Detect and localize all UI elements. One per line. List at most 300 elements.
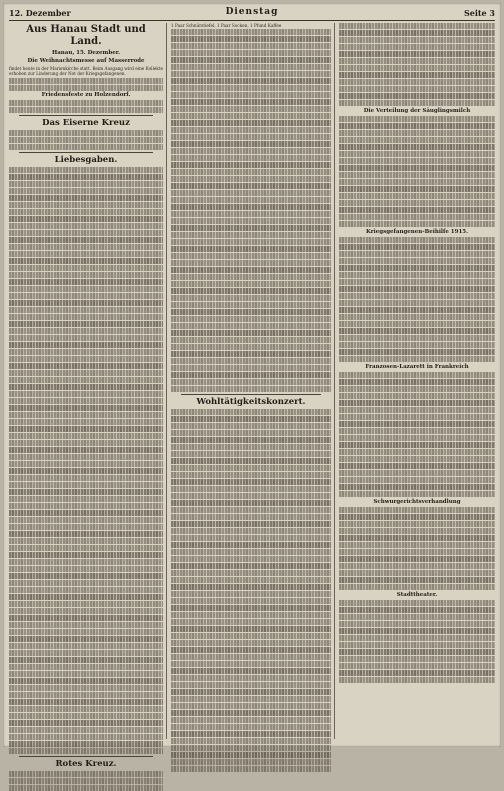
text-line bbox=[171, 451, 331, 457]
text-line bbox=[171, 535, 331, 541]
text-line bbox=[9, 440, 163, 446]
text-line bbox=[9, 587, 163, 593]
text-line bbox=[339, 321, 495, 327]
text-line bbox=[9, 230, 163, 236]
text-line bbox=[171, 337, 331, 343]
column-separator bbox=[334, 23, 335, 739]
text-line bbox=[339, 200, 495, 206]
text-line bbox=[339, 663, 495, 669]
column-right bbox=[339, 23, 495, 741]
text-line bbox=[171, 169, 331, 175]
text-line bbox=[9, 657, 163, 663]
text-line bbox=[9, 503, 163, 509]
text-line bbox=[9, 342, 163, 348]
text-line bbox=[339, 349, 495, 355]
text-line bbox=[171, 267, 331, 273]
text-line bbox=[9, 510, 163, 516]
text-line bbox=[339, 514, 495, 520]
text-line bbox=[171, 113, 331, 119]
text-line bbox=[171, 127, 331, 133]
text-line bbox=[171, 710, 331, 716]
text-line bbox=[339, 379, 495, 385]
text-line bbox=[171, 423, 331, 429]
header-day: Dienstag bbox=[225, 7, 279, 17]
text-line bbox=[171, 486, 331, 492]
page-header bbox=[9, 7, 495, 19]
text-line bbox=[171, 640, 331, 646]
text-line bbox=[171, 323, 331, 329]
text-line bbox=[339, 72, 495, 78]
text-line bbox=[171, 162, 331, 168]
text-line bbox=[9, 419, 163, 425]
text-line bbox=[171, 253, 331, 259]
text-line bbox=[339, 286, 495, 292]
text-line bbox=[171, 225, 331, 231]
text-line bbox=[9, 559, 163, 565]
text-line bbox=[339, 51, 495, 57]
text-line bbox=[339, 23, 495, 29]
text-line bbox=[171, 766, 331, 772]
text-line bbox=[9, 706, 163, 712]
text-line bbox=[171, 738, 331, 744]
text-line bbox=[171, 619, 331, 625]
text-line bbox=[171, 372, 331, 378]
text-line bbox=[339, 86, 495, 92]
column-middle bbox=[171, 23, 331, 741]
text-line bbox=[171, 295, 331, 301]
text-line bbox=[339, 158, 495, 164]
text-line bbox=[171, 731, 331, 737]
text-line bbox=[171, 668, 331, 674]
text-line bbox=[9, 412, 163, 418]
text-line bbox=[171, 626, 331, 632]
text-line bbox=[171, 246, 331, 252]
text-line bbox=[339, 621, 495, 627]
text-line bbox=[339, 328, 495, 334]
subheading-weihnachtsmesse: Die Weihnachtsmesse auf Masserrode bbox=[27, 58, 145, 64]
text-line bbox=[171, 437, 331, 443]
text-line bbox=[339, 449, 495, 455]
text-line bbox=[9, 734, 163, 740]
body-text-block bbox=[339, 507, 495, 590]
text-line bbox=[9, 538, 163, 544]
text-line bbox=[171, 316, 331, 322]
text-line bbox=[9, 398, 163, 404]
text-line bbox=[171, 598, 331, 604]
text-line bbox=[171, 591, 331, 597]
text-line bbox=[9, 771, 163, 777]
text-line bbox=[339, 221, 495, 227]
body-text-block bbox=[339, 372, 495, 497]
text-line bbox=[9, 573, 163, 579]
text-line bbox=[9, 335, 163, 341]
text-line bbox=[9, 713, 163, 719]
lead-paragraph: findet heute in der Marienkirche statt. Beim Ausgang wird eine Kollekte erhoben zur Linderung der Not der Kriegsgefangenen. bbox=[9, 66, 163, 77]
text-line bbox=[9, 188, 163, 194]
text-line bbox=[339, 79, 495, 85]
section-divider bbox=[19, 115, 153, 116]
text-line bbox=[9, 580, 163, 586]
text-line bbox=[171, 197, 331, 203]
text-line bbox=[339, 342, 495, 348]
text-line bbox=[339, 507, 495, 513]
text-line bbox=[171, 465, 331, 471]
text-line bbox=[9, 426, 163, 432]
text-line bbox=[171, 472, 331, 478]
subheading-verurteilung: Schwurgerichtsverhandlung bbox=[373, 499, 461, 505]
column-separator bbox=[166, 23, 167, 739]
text-line bbox=[339, 372, 495, 378]
text-line bbox=[9, 727, 163, 733]
text-line bbox=[171, 430, 331, 436]
text-line bbox=[171, 141, 331, 147]
text-line bbox=[9, 461, 163, 467]
text-line bbox=[171, 155, 331, 161]
header-rule bbox=[9, 20, 495, 21]
section-divider bbox=[181, 394, 321, 395]
body-text-block bbox=[339, 600, 495, 683]
text-line bbox=[9, 174, 163, 180]
text-line bbox=[9, 594, 163, 600]
text-line bbox=[339, 442, 495, 448]
text-line bbox=[9, 78, 163, 84]
text-line bbox=[339, 144, 495, 150]
text-line bbox=[9, 391, 163, 397]
text-line bbox=[9, 741, 163, 747]
text-line bbox=[9, 685, 163, 691]
text-line bbox=[339, 386, 495, 392]
text-line bbox=[9, 216, 163, 222]
text-line bbox=[339, 65, 495, 71]
text-line bbox=[339, 463, 495, 469]
text-line bbox=[9, 622, 163, 628]
column-left bbox=[9, 23, 163, 769]
text-line bbox=[339, 165, 495, 171]
text-line bbox=[339, 491, 495, 497]
subheading-saeuglingsmilch: Die Verteilung der Säuglingsmilch bbox=[363, 108, 471, 114]
text-line bbox=[9, 107, 163, 113]
text-line bbox=[339, 614, 495, 620]
text-line bbox=[9, 244, 163, 250]
text-line bbox=[9, 692, 163, 698]
text-line bbox=[339, 393, 495, 399]
text-line bbox=[339, 30, 495, 36]
text-line bbox=[339, 584, 495, 590]
text-line bbox=[171, 514, 331, 520]
text-line bbox=[339, 435, 495, 441]
text-line bbox=[339, 207, 495, 213]
text-line bbox=[339, 528, 495, 534]
text-line bbox=[171, 696, 331, 702]
text-line bbox=[339, 172, 495, 178]
text-line bbox=[171, 64, 331, 70]
text-line bbox=[171, 507, 331, 513]
text-line bbox=[339, 279, 495, 285]
text-line bbox=[171, 148, 331, 154]
subheading-liebesgaben: Liebesgaben. bbox=[54, 154, 118, 165]
text-line bbox=[9, 144, 163, 150]
text-line bbox=[339, 237, 495, 243]
text-line bbox=[9, 272, 163, 278]
text-line bbox=[339, 670, 495, 676]
text-line bbox=[9, 643, 163, 649]
text-line bbox=[171, 605, 331, 611]
text-line bbox=[339, 535, 495, 541]
text-line bbox=[9, 482, 163, 488]
text-line bbox=[171, 633, 331, 639]
text-line bbox=[9, 748, 163, 754]
text-line bbox=[339, 186, 495, 192]
text-line bbox=[171, 176, 331, 182]
text-line bbox=[171, 703, 331, 709]
text-line bbox=[339, 307, 495, 313]
text-line bbox=[9, 636, 163, 642]
text-line bbox=[171, 584, 331, 590]
text-line bbox=[9, 608, 163, 614]
text-line bbox=[339, 335, 495, 341]
text-line bbox=[9, 454, 163, 460]
text-line bbox=[9, 258, 163, 264]
text-line bbox=[171, 106, 331, 112]
text-line bbox=[339, 656, 495, 662]
text-line bbox=[339, 549, 495, 555]
text-line bbox=[339, 421, 495, 427]
text-line bbox=[339, 258, 495, 264]
text-line bbox=[171, 521, 331, 527]
text-line bbox=[9, 370, 163, 376]
text-line bbox=[339, 251, 495, 257]
text-line bbox=[171, 309, 331, 315]
text-line bbox=[171, 500, 331, 506]
text-line bbox=[171, 556, 331, 562]
donation-list-lead: 1 Paar Schnürstiefel, 1 Paar Socken, 1 Pfund Kaffee bbox=[171, 23, 282, 28]
text-line bbox=[171, 444, 331, 450]
text-line bbox=[171, 99, 331, 105]
text-line bbox=[339, 137, 495, 143]
text-line bbox=[339, 635, 495, 641]
text-line bbox=[9, 545, 163, 551]
text-line bbox=[9, 314, 163, 320]
text-line bbox=[171, 542, 331, 548]
text-line bbox=[171, 661, 331, 667]
text-line bbox=[339, 130, 495, 136]
text-line bbox=[339, 93, 495, 99]
text-line bbox=[339, 151, 495, 157]
text-line bbox=[9, 251, 163, 257]
concert-text-block bbox=[171, 409, 331, 772]
text-line bbox=[9, 195, 163, 201]
text-line bbox=[339, 400, 495, 406]
text-line bbox=[171, 365, 331, 371]
text-line bbox=[9, 468, 163, 474]
header-page-number: Seite 3 bbox=[463, 8, 495, 18]
text-line bbox=[9, 552, 163, 558]
text-line bbox=[9, 720, 163, 726]
text-line bbox=[9, 405, 163, 411]
subheading-rotes-kreuz: Rotes Kreuz. bbox=[55, 758, 117, 769]
text-line bbox=[9, 167, 163, 173]
text-line bbox=[171, 682, 331, 688]
text-line bbox=[9, 286, 163, 292]
text-line bbox=[339, 470, 495, 476]
text-line bbox=[171, 71, 331, 77]
text-line bbox=[339, 214, 495, 220]
dateline: Hanau, 15. Dezember. bbox=[52, 50, 120, 56]
text-line bbox=[171, 43, 331, 49]
text-line bbox=[9, 328, 163, 334]
text-line bbox=[171, 274, 331, 280]
text-line bbox=[339, 628, 495, 634]
text-line bbox=[171, 612, 331, 618]
text-line bbox=[339, 314, 495, 320]
text-line bbox=[339, 542, 495, 548]
text-line bbox=[9, 130, 163, 136]
text-line bbox=[171, 57, 331, 63]
text-line bbox=[171, 36, 331, 42]
text-line bbox=[171, 50, 331, 56]
text-line bbox=[339, 37, 495, 43]
section-headline-local: Aus Hanau Stadt und Land. bbox=[26, 24, 146, 47]
text-line bbox=[9, 671, 163, 677]
text-line bbox=[171, 717, 331, 723]
text-line bbox=[9, 629, 163, 635]
text-line bbox=[9, 496, 163, 502]
donation-list-block bbox=[171, 29, 331, 392]
text-line bbox=[171, 479, 331, 485]
text-line bbox=[171, 281, 331, 287]
subheading-stadttheater: Stadttheater. bbox=[396, 592, 438, 598]
text-line bbox=[339, 300, 495, 306]
text-line bbox=[171, 409, 331, 415]
text-line bbox=[9, 615, 163, 621]
text-line bbox=[171, 379, 331, 385]
text-line bbox=[9, 778, 163, 784]
text-line bbox=[339, 600, 495, 606]
text-line bbox=[339, 356, 495, 362]
text-line bbox=[9, 363, 163, 369]
text-line bbox=[171, 647, 331, 653]
text-line bbox=[9, 356, 163, 362]
text-line bbox=[171, 549, 331, 555]
text-line bbox=[339, 563, 495, 569]
text-line bbox=[9, 202, 163, 208]
text-line bbox=[171, 134, 331, 140]
text-line bbox=[171, 386, 331, 392]
text-line bbox=[171, 204, 331, 210]
text-line bbox=[171, 330, 331, 336]
section-divider bbox=[19, 756, 153, 757]
text-line bbox=[339, 193, 495, 199]
text-line bbox=[171, 752, 331, 758]
text-line bbox=[171, 358, 331, 364]
text-line bbox=[171, 563, 331, 569]
text-line bbox=[9, 601, 163, 607]
text-line bbox=[339, 521, 495, 527]
text-line bbox=[339, 123, 495, 129]
subheading-wohltaetigkeitskonzert: Wohltätigkeitskonzert. bbox=[196, 397, 306, 408]
text-line bbox=[339, 244, 495, 250]
text-line bbox=[171, 29, 331, 35]
text-line bbox=[171, 302, 331, 308]
text-line bbox=[171, 92, 331, 98]
text-line bbox=[171, 344, 331, 350]
text-line bbox=[171, 654, 331, 660]
text-line bbox=[9, 85, 163, 91]
text-line bbox=[339, 428, 495, 434]
body-text-block bbox=[339, 237, 495, 362]
subheading-kriegsgefangene: Kriegsgefangenen-Beihilfe 1915. bbox=[365, 229, 469, 235]
text-line bbox=[9, 279, 163, 285]
text-line bbox=[171, 724, 331, 730]
text-line bbox=[9, 307, 163, 313]
text-line bbox=[171, 260, 331, 266]
text-line bbox=[9, 650, 163, 656]
text-line bbox=[171, 675, 331, 681]
text-line bbox=[171, 577, 331, 583]
text-line bbox=[339, 265, 495, 271]
text-line bbox=[339, 642, 495, 648]
text-line bbox=[339, 414, 495, 420]
subheading-eisernes-kreuz: Das Eiserne Kreuz bbox=[42, 117, 130, 128]
text-line bbox=[171, 351, 331, 357]
text-line bbox=[171, 416, 331, 422]
text-line bbox=[171, 759, 331, 765]
subheading-friedensfeste: Friedensfeste zu Holzendorf. bbox=[41, 91, 131, 98]
text-line bbox=[339, 484, 495, 490]
text-line bbox=[9, 209, 163, 215]
text-line bbox=[171, 78, 331, 84]
text-line bbox=[339, 456, 495, 462]
text-line bbox=[339, 477, 495, 483]
text-line bbox=[9, 300, 163, 306]
intro-text-block bbox=[339, 23, 495, 106]
text-line bbox=[9, 384, 163, 390]
text-line bbox=[339, 577, 495, 583]
text-line bbox=[171, 288, 331, 294]
body-text-block bbox=[9, 167, 163, 754]
text-line bbox=[9, 664, 163, 670]
text-line bbox=[171, 183, 331, 189]
text-line bbox=[171, 570, 331, 576]
text-line bbox=[339, 100, 495, 106]
header-date: 12. Dezember bbox=[9, 8, 71, 18]
text-line bbox=[171, 689, 331, 695]
text-line bbox=[9, 137, 163, 143]
text-line bbox=[171, 120, 331, 126]
text-line bbox=[339, 116, 495, 122]
text-line bbox=[339, 58, 495, 64]
text-line bbox=[9, 524, 163, 530]
text-line bbox=[171, 458, 331, 464]
text-line bbox=[9, 377, 163, 383]
section-divider bbox=[19, 152, 153, 153]
text-line bbox=[171, 745, 331, 751]
text-line bbox=[339, 607, 495, 613]
text-line bbox=[9, 181, 163, 187]
text-line bbox=[339, 293, 495, 299]
text-line bbox=[339, 44, 495, 50]
text-line bbox=[9, 489, 163, 495]
text-line bbox=[171, 85, 331, 91]
text-line bbox=[9, 433, 163, 439]
text-line bbox=[9, 100, 163, 106]
text-line bbox=[9, 237, 163, 243]
text-line bbox=[171, 232, 331, 238]
text-line bbox=[339, 677, 495, 683]
text-line bbox=[171, 190, 331, 196]
text-line bbox=[9, 699, 163, 705]
text-line bbox=[339, 179, 495, 185]
